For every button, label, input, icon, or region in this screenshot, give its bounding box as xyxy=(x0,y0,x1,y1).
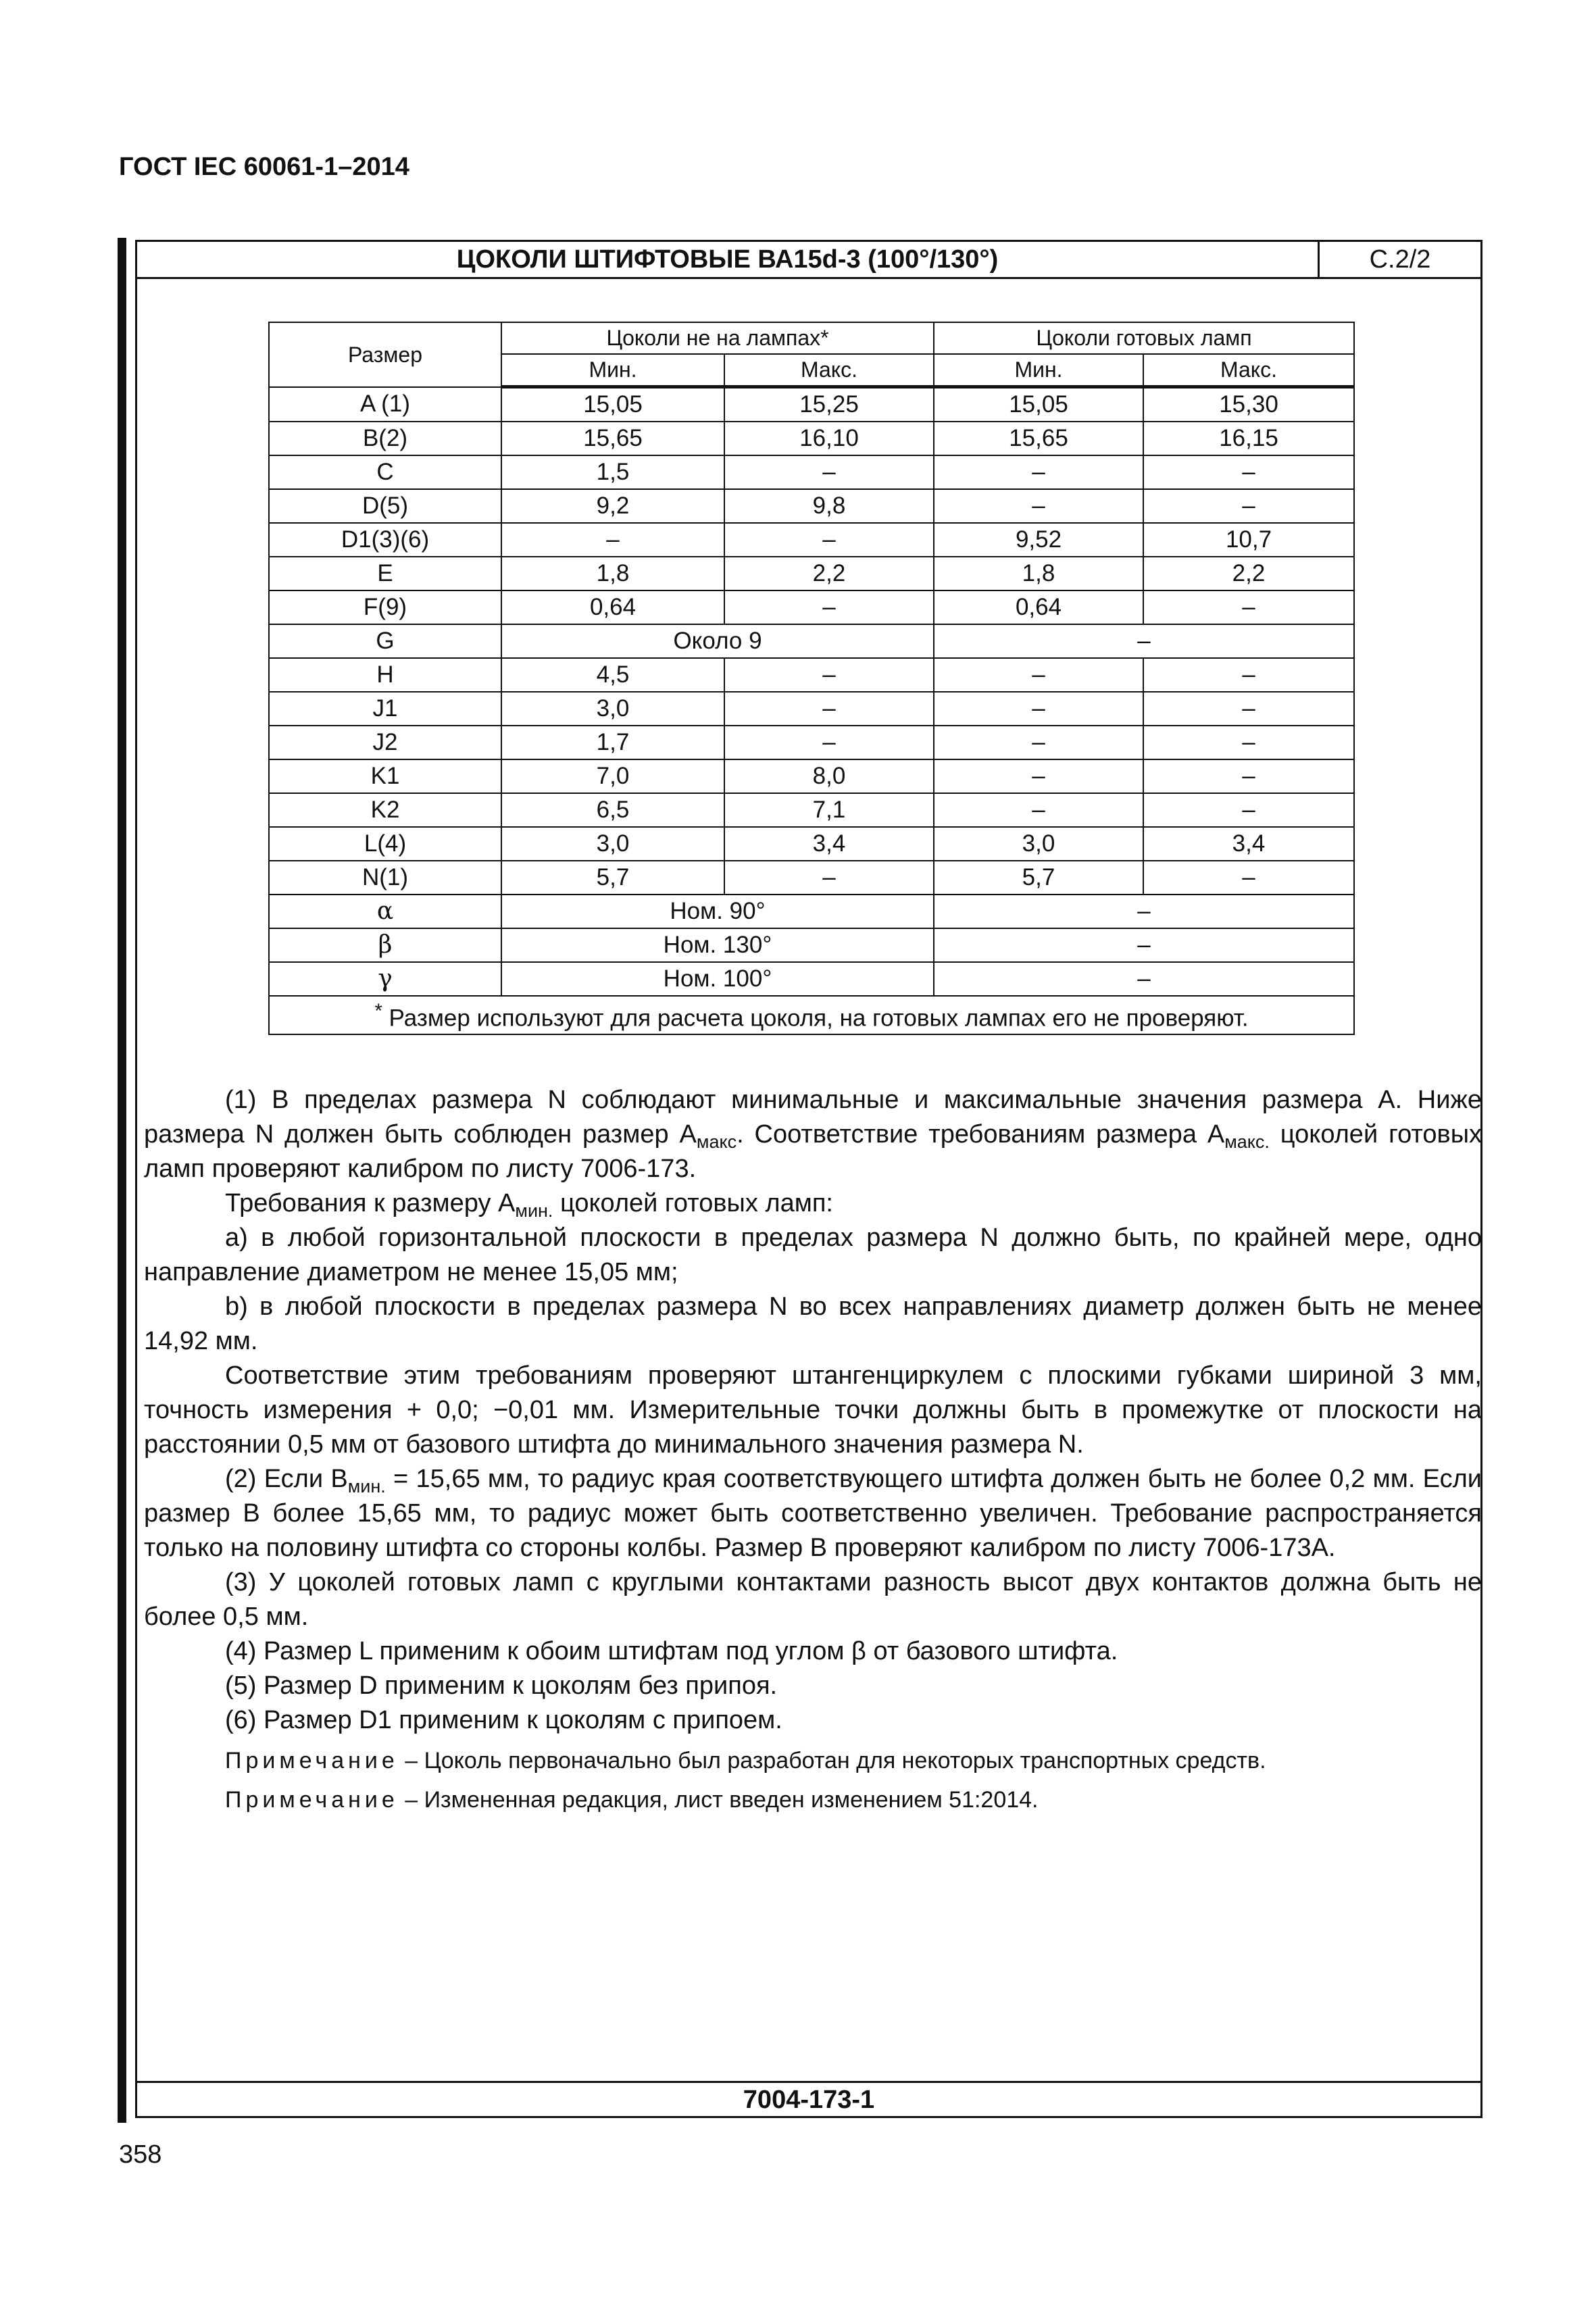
table-row xyxy=(269,624,1354,658)
value-cell: – xyxy=(724,590,934,624)
value-cell: 15,65 xyxy=(934,422,1143,455)
requirements-text: цоколей готовых ламп: xyxy=(553,1189,833,1217)
size-name-cell: D1(3)(6) xyxy=(269,523,501,557)
size-name-cell: β xyxy=(269,928,501,962)
requirement-b: b) в любой плоскости в пределах размера N во всех направлениях диаметр должен быть не менее 14,92 мм. xyxy=(144,1292,1482,1355)
min-header: Мин. xyxy=(934,354,1143,387)
value-cell-merged: – xyxy=(934,962,1354,996)
table-row xyxy=(269,658,1354,692)
subscript: мин. xyxy=(515,1201,553,1221)
value-cell: 1,8 xyxy=(934,557,1143,590)
note-1 xyxy=(144,1083,1482,1186)
value-cell: 5,7 xyxy=(934,861,1143,895)
note-3: (3) У цоколей готовых ламп с круглыми контактами разность высот двух контактов должна быть не более 0,5 мм. xyxy=(144,1568,1482,1631)
note-1-text: . Соответствие требованиям размера A xyxy=(737,1120,1225,1149)
note-2-text: (2) Если B xyxy=(225,1465,348,1493)
table-row xyxy=(269,962,1354,996)
value-cell: – xyxy=(934,455,1143,489)
remark-label: Примечание xyxy=(225,1787,399,1813)
value-cell: – xyxy=(724,455,934,489)
value-cell: 1,7 xyxy=(501,726,724,759)
value-cell: – xyxy=(1143,861,1354,895)
table-header-row xyxy=(269,322,1354,354)
remark-text: – Измененная редакция, лист введен изменением 51:2014. xyxy=(405,1787,1039,1813)
table-row xyxy=(269,827,1354,861)
remark-label: Примечание xyxy=(225,1748,399,1774)
value-cell: – xyxy=(934,726,1143,759)
min-header: Мин. xyxy=(501,354,724,387)
requirements-text: Требования к размеру A xyxy=(225,1189,516,1217)
table-row xyxy=(269,422,1354,455)
footnote-text: Размер используют для расчета цоколя, на готовых лампах его не проверяют. xyxy=(389,1005,1249,1032)
table-row xyxy=(269,590,1354,624)
max-header: Макс. xyxy=(724,354,934,387)
value-cell: – xyxy=(934,658,1143,692)
value-cell: – xyxy=(1143,455,1354,489)
table-row xyxy=(269,455,1354,489)
value-cell: – xyxy=(1143,726,1354,759)
page-number: 358 xyxy=(119,2140,162,2169)
table-row xyxy=(269,387,1354,422)
footnote-mark: * xyxy=(374,1001,382,1022)
value-cell: 8,0 xyxy=(724,759,934,793)
size-name-cell: D(5) xyxy=(269,489,501,523)
size-name-cell: E xyxy=(269,557,501,590)
value-cell: 16,10 xyxy=(724,422,934,455)
size-name-cell: H xyxy=(269,658,501,692)
value-cell: 15,05 xyxy=(934,387,1143,422)
value-cell: 6,5 xyxy=(501,793,724,827)
value-cell-merged: Ном. 100° xyxy=(501,962,934,996)
table-row xyxy=(269,861,1354,895)
note-5: (5) Размер D применим к цоколям без припоя. xyxy=(225,1671,778,1700)
value-cell: 3,4 xyxy=(724,827,934,861)
size-name-cell: L(4) xyxy=(269,827,501,861)
group-unmounted-header: Цоколи не на лампах* xyxy=(501,322,934,354)
size-name-cell: B(2) xyxy=(269,422,501,455)
table-row xyxy=(269,928,1354,962)
table-footnote xyxy=(269,996,1354,1034)
sheet-frame xyxy=(135,240,1482,2118)
sheet-title-row xyxy=(137,242,1480,279)
table-row xyxy=(269,692,1354,726)
value-cell: 7,0 xyxy=(501,759,724,793)
value-cell: 9,2 xyxy=(501,489,724,523)
value-cell: 9,8 xyxy=(724,489,934,523)
value-cell: 15,65 xyxy=(501,422,724,455)
conformity-paragraph: Соответствие этим требованиям проверяют штангенциркулем с плоскими губками шириной 3 мм, точность измерения + 0,0; −0,01 мм. Измерительные точки должны быть в промежутке от плоскости на расстоянии 0,5 мм от базового штифта до минимального значения размера N. xyxy=(144,1361,1482,1459)
size-name-cell: N(1) xyxy=(269,861,501,895)
value-cell: – xyxy=(1143,590,1354,624)
value-cell: – xyxy=(934,759,1143,793)
value-cell: 15,05 xyxy=(501,387,724,422)
remark-1 xyxy=(144,1744,1482,1777)
table-row xyxy=(269,557,1354,590)
value-cell: 4,5 xyxy=(501,658,724,692)
sheet-page-label: С.2/2 xyxy=(1369,245,1431,274)
value-cell: – xyxy=(501,523,724,557)
group-finished-header: Цоколи готовых ламп xyxy=(934,322,1354,354)
note-4: (4) Размер L применим к обоим штифтам под углом β от базового штифта. xyxy=(225,1637,1118,1665)
value-cell: 3,4 xyxy=(1143,827,1354,861)
size-name-cell: F(9) xyxy=(269,590,501,624)
value-cell-merged: – xyxy=(934,928,1354,962)
value-cell: – xyxy=(724,523,934,557)
value-cell: 3,0 xyxy=(501,827,724,861)
value-cell: – xyxy=(724,861,934,895)
value-cell: 1,5 xyxy=(501,455,724,489)
subscript: макс. xyxy=(1224,1132,1270,1152)
remark-text: – Цоколь первоначально был разработан для некоторых транспортных средств. xyxy=(405,1748,1266,1774)
value-cell-merged: Около 9 xyxy=(501,624,934,658)
value-cell: – xyxy=(724,658,934,692)
sheet-title: ЦОКОЛИ ШТИФТОВЫЕ ВА15d-3 (100°/130°) xyxy=(137,242,1320,277)
value-cell-merged: Ном. 130° xyxy=(501,928,934,962)
value-cell-merged: Ном. 90° xyxy=(501,895,934,928)
value-cell: 10,7 xyxy=(1143,523,1354,557)
value-cell: – xyxy=(934,489,1143,523)
notes-section xyxy=(144,1083,1482,1816)
size-name-cell: J1 xyxy=(269,692,501,726)
value-cell-merged: – xyxy=(934,624,1354,658)
size-name-cell: G xyxy=(269,624,501,658)
value-cell-merged: – xyxy=(934,895,1354,928)
max-header: Макс. xyxy=(1143,354,1354,387)
requirement-a: a) в любой горизонтальной плоскости в пределах размера N должно быть, по крайней мере, одно направление диаметром не менее 15,05 мм; xyxy=(144,1224,1482,1286)
value-cell: 2,2 xyxy=(1143,557,1354,590)
value-cell: 15,30 xyxy=(1143,387,1354,422)
note-2 xyxy=(144,1462,1482,1565)
value-cell: – xyxy=(724,726,934,759)
note-1-text: цоколей готовых ламп проверяют калибром по листу 7006-173. xyxy=(144,1120,1482,1183)
value-cell: 0,64 xyxy=(934,590,1143,624)
change-bar xyxy=(118,238,126,2123)
value-cell: – xyxy=(1143,692,1354,726)
requirements-intro xyxy=(144,1186,1482,1221)
remark-2 xyxy=(144,1784,1482,1816)
value-cell: 1,8 xyxy=(501,557,724,590)
value-cell: 5,7 xyxy=(501,861,724,895)
value-cell: 3,0 xyxy=(501,692,724,726)
note-6: (6) Размер D1 применим к цоколям с припоем. xyxy=(225,1706,782,1734)
size-name-cell: A (1) xyxy=(269,387,501,422)
value-cell: – xyxy=(1143,658,1354,692)
value-cell: 15,25 xyxy=(724,387,934,422)
value-cell: 9,52 xyxy=(934,523,1143,557)
table-row xyxy=(269,895,1354,928)
table-row xyxy=(269,793,1354,827)
value-cell: – xyxy=(934,793,1143,827)
value-cell: – xyxy=(1143,759,1354,793)
value-cell: 0,64 xyxy=(501,590,724,624)
size-column-header: Размер xyxy=(269,322,501,387)
standard-designation: ГОСТ IEC 60061-1–2014 xyxy=(119,153,409,181)
subscript: макс xyxy=(696,1132,737,1152)
value-cell: 3,0 xyxy=(934,827,1143,861)
size-name-cell: γ xyxy=(269,962,501,996)
value-cell: – xyxy=(1143,489,1354,523)
value-cell: – xyxy=(724,692,934,726)
table-row xyxy=(269,726,1354,759)
size-name-cell: α xyxy=(269,895,501,928)
table-row xyxy=(269,523,1354,557)
subscript: мин. xyxy=(347,1476,386,1496)
value-cell: 16,15 xyxy=(1143,422,1354,455)
size-name-cell: K1 xyxy=(269,759,501,793)
sheet-number: 7004-173-1 xyxy=(137,2081,1480,2116)
value-cell: – xyxy=(934,692,1143,726)
table-footnote-row xyxy=(269,996,1354,1034)
dimensions-table xyxy=(268,322,1355,1035)
value-cell: 2,2 xyxy=(724,557,934,590)
size-name-cell: C xyxy=(269,455,501,489)
size-name-cell: K2 xyxy=(269,793,501,827)
size-name-cell: J2 xyxy=(269,726,501,759)
value-cell: – xyxy=(1143,793,1354,827)
table-row xyxy=(269,489,1354,523)
table-row xyxy=(269,759,1354,793)
note-1-text: (1) В пределах размера N соблюдают минимальные и максимальные значения размера A. Ниже размера N должен быть соблюден размер A xyxy=(144,1086,1482,1149)
value-cell: 7,1 xyxy=(724,793,934,827)
note-2-text: = 15,65 мм, то радиус края соответствующего штифта должен быть не более 0,2 мм. Если размер B более 15,65 мм, то радиус может быть соответственно увеличен. Требование распространяется только на половину штифта со стороны колбы. Размер B проверяют калибром по листу 7006-173A. xyxy=(144,1465,1482,1562)
